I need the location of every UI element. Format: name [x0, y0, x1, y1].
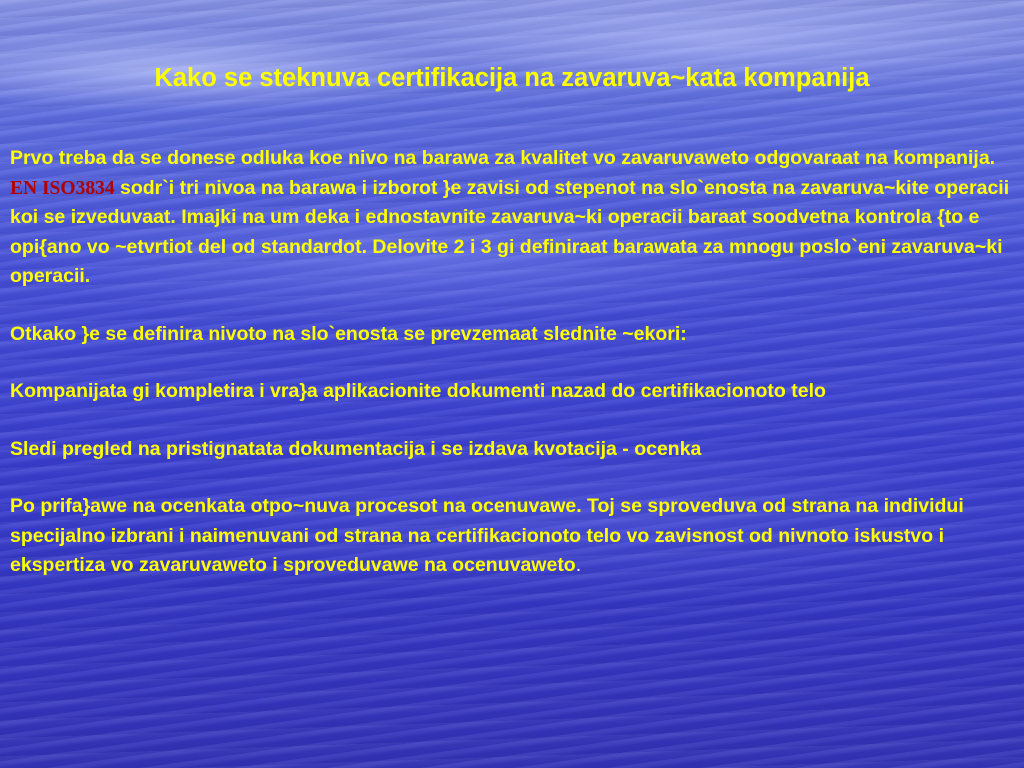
paragraph-assessment-text: Po prifa}awe na ocenkata otpo~nuva procesot na ocenuvawe. Toj se sproveduva od strana na individui specijalno izbrani i naimenuvani od strana na certifikacionoto telo vo zavisnost od nivnoto iskustvo i ekspertiza vo zavaruvaweto i sproveduvawe na ocenuvaweto — [10, 495, 964, 576]
spacer — [10, 407, 1015, 435]
slide-title: Kako se steknuva certifikacija na zavaruva~kata kompanija — [154, 64, 870, 92]
paragraph-standard-levels — [10, 174, 1015, 292]
paragraph-quotation — [10, 435, 1015, 465]
slide-body — [10, 144, 1015, 581]
paragraph-standard-levels-text: sodr`i tri nivoa na barawa i izborot }e zavisi od stepenot na slo`enosta na zavaruva~kite operacii koi se izveduvaat. Imajki na um deka i ednostavnite zavaruva~ki operacii baraat soodvetna kontrola {to e opi{ano vo ~etvrtiot del od standardot. Delovite 2 i 3 gi definiraat barawata za mnogu poslo`eni zavaruva~ki operacii. — [10, 176, 1010, 287]
spacer — [10, 464, 1015, 492]
spacer — [10, 292, 1015, 320]
paragraph-assessment — [10, 492, 1015, 581]
spacer — [10, 349, 1015, 377]
paragraph-steps-intro-text: Otkako }e se definira nivoto na slo`enosta se prevzemaat slednite ~ekori: — [10, 322, 687, 345]
paragraph-steps-intro — [10, 320, 1015, 350]
paragraph-application-documents-text: Kompanijata gi kompletira i vra}a aplikacionite dokumenti nazad do certifikacionoto telo — [10, 380, 826, 402]
paragraph-level-decision-text: Prvo treba da se donese odluka koe nivo na barawa za kvalitet vo zavaruvaweto odgovaraat na kompanija. — [10, 147, 996, 169]
paragraph-application-documents — [10, 377, 1015, 407]
paragraph-assessment-period: . — [575, 554, 582, 576]
standard-reference: EN ISO3834 — [10, 177, 115, 199]
paragraph-quotation-text: Sledi pregled na pristignatata dokumentacija i se izdava kvotacija - ocenka — [10, 437, 702, 460]
paragraph-level-decision — [10, 144, 1015, 174]
